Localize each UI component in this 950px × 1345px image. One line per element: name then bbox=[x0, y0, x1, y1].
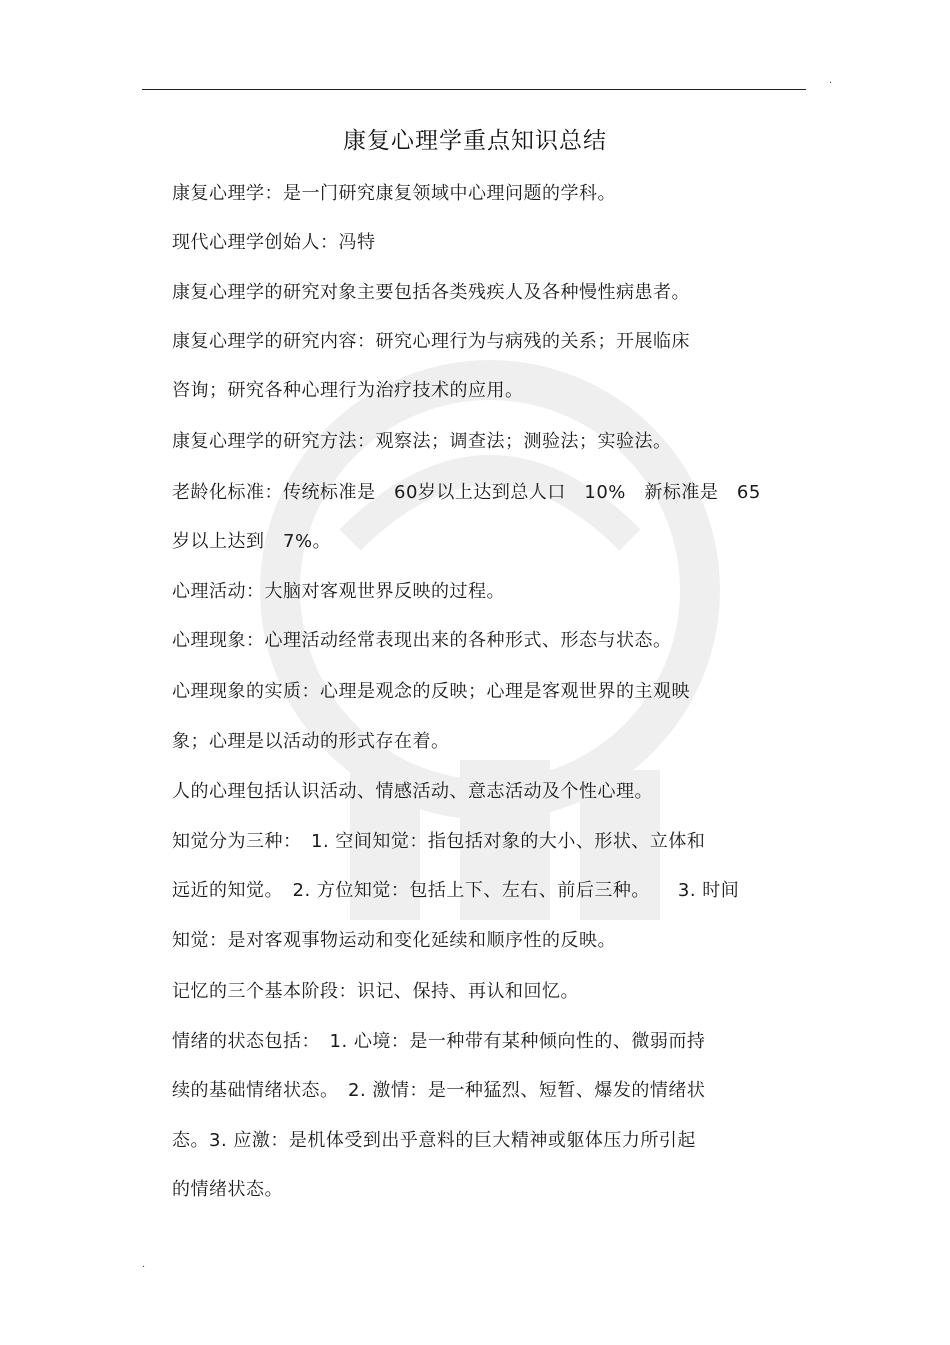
text-line-20: 态。3. 应激：是机体受到出乎意料的巨大精神或躯体压力所引起 bbox=[172, 1130, 696, 1151]
header-corner-mark: . bbox=[829, 75, 833, 86]
header-rule bbox=[142, 89, 806, 90]
text-line-4: 康复心理学的研究内容：研究心理行为与病残的关系；开展临床 bbox=[172, 331, 690, 352]
text-line-1: 康复心理学：是一门研究康复领域中心理问题的学科。 bbox=[172, 183, 616, 204]
page-title: 康复心理学重点知识总结 bbox=[343, 128, 607, 154]
text-line-13: 人的心理包括认识活动、情感活动、意志活动及个性心理。 bbox=[172, 781, 653, 802]
text-line-3: 康复心理学的研究对象主要包括各类残疾人及各种慢性病患者。 bbox=[172, 282, 690, 303]
text-line-19: 续的基础情绪状态。 2. 激情：是一种猛烈、短暂、爆发的情绪状 bbox=[172, 1080, 706, 1101]
text-line-5: 咨询；研究各种心理行为治疗技术的应用。 bbox=[172, 380, 524, 401]
text-line-18: 情绪的状态包括： 1. 心境：是一种带有某种倾向性的、微弱而持 bbox=[172, 1031, 706, 1052]
text-line-10: 心理现象：心理活动经常表现出来的各种形式、形态与状态。 bbox=[172, 630, 672, 651]
footer-corner-mark: . bbox=[142, 1259, 146, 1270]
text-line-14: 知觉分为三种： 1. 空间知觉：指包括对象的大小、形状、立体和 bbox=[172, 831, 706, 852]
text-line-17: 记忆的三个基本阶段：识记、保持、再认和回忆。 bbox=[172, 981, 579, 1002]
text-line-7: 老龄化标准：传统标准是 60岁以上达到总人口 10% 新标准是 65 bbox=[172, 482, 761, 503]
text-line-9: 心理活动：大脑对客观世界反映的过程。 bbox=[172, 581, 505, 602]
text-line-16: 知觉：是对客观事物运动和变化延续和顺序性的反映。 bbox=[172, 930, 616, 951]
text-line-8: 岁以上达到 7%。 bbox=[172, 531, 332, 552]
text-line-15: 远近的知觉。 2. 方位知觉：包括上下、左右、前后三种。 3. 时间 bbox=[172, 880, 740, 901]
text-line-12: 象；心理是以活动的形式存在着。 bbox=[172, 731, 450, 752]
text-line-21: 的情绪状态。 bbox=[172, 1179, 283, 1200]
text-line-2: 现代心理学创始人：冯特 bbox=[172, 232, 376, 253]
text-line-6: 康复心理学的研究方法：观察法；调查法；测验法；实验法。 bbox=[172, 431, 672, 452]
text-line-11: 心理现象的实质：心理是观念的反映；心理是客观世界的主观映 bbox=[172, 681, 690, 702]
